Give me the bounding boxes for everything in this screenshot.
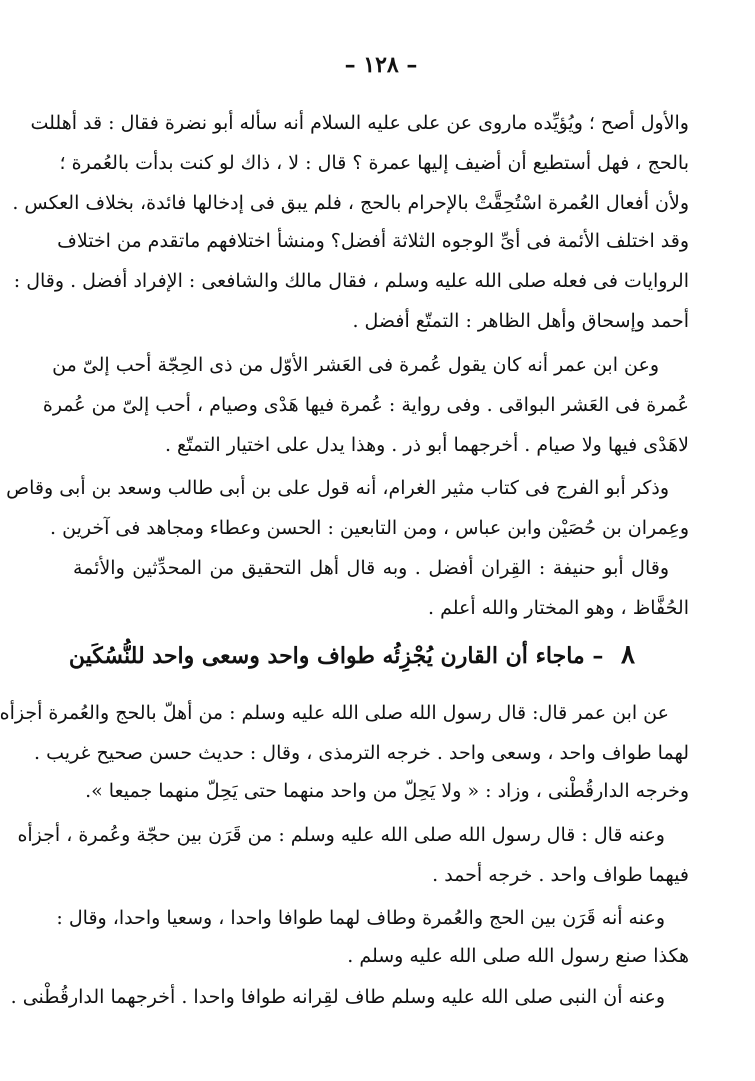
text-line: ولأن أفعال العُمرة اسْتُحِقَّتْ بالإحرام بالحج ، فلم يبق فى إدخالها فائدة، بخلاف العكس .: [12, 192, 689, 214]
text-line: وقال أبو حنيفة : القِران أفضل . وبه قال أهل التحقيق من المحدِّثين والأئمة: [73, 557, 669, 579]
section-title: – ماجاء أن القارن يُجْزِئُه طواف واحد وسعى واحد للنُّسُكَين: [68, 643, 604, 669]
text-line: وعن ابن عمر أنه كان يقول عُمرة فى العَشر الأوّل من ذى الحِجّة أحب إلىّ من: [52, 354, 659, 376]
text-line: بالحج ، فهل أستطيع أن أضيف إليها عمرة ؟ قال : لا ، ذاك لو كنت بدأت بالعُمرة ؛: [59, 152, 689, 174]
text-line: عُمرة فى العَشر البواقى . وفى رواية : عُمرة فيها هَدْى وصيام ، أحب إلىّ من عُمرة: [42, 394, 689, 416]
text-line: الحُفَّاظ ، وهو المختار والله أعلم .: [427, 597, 689, 619]
text-line: الروايات فى فعله صلى الله عليه وسلم ، فقال مالك والشافعى : الإفراد أفضل . وقال :: [13, 270, 689, 292]
text-line: وعِمران بن حُصَيْن وابن عباس ، ومن التابعين : الحسن وعطاء ومجاهد فى آخرين .: [50, 517, 689, 539]
text-line: وخرجه الدارقُطْنى ، وزاد : « ولا يَحِلّ من واحد منهما حتى يَحِلّ منهما جميعا ».: [85, 780, 689, 802]
text-line: وعنه أن النبى صلى الله عليه وسلم طاف لقِرانه طوافا واحدا . أخرجهما الدارقُطْنى .: [10, 986, 665, 1008]
text-line: وعنه أنه قَرَن بين الحج والعُمرة وطاف لهما طوافا واحدا ، وسعيا واحدا، وقال :: [56, 907, 665, 929]
text-line: وذكر أبو الفرج فى كتاب مثير الغرام، أنه قول على بن أبى طالب وسعد بن أبى وقاص: [6, 477, 669, 499]
section-heading: [68, 640, 635, 671]
text-line: فيهما طواف واحد . خرجه أحمد .: [432, 864, 689, 886]
text-line: وعنه قال : قال رسول الله صلى الله عليه وسلم : من قَرَن بين حجّة وعُمرة ، أجزأه: [17, 824, 665, 846]
text-line: لاهَدْى فيها ولا صيام . أخرجهما أبو ذر . وهذا يدل على اختيار التمتّع .: [164, 434, 689, 456]
section-number: ٨: [621, 640, 635, 670]
text-line: أحمد وإسحاق وأهل الظاهر : التمتّع أفضل .: [352, 310, 689, 332]
text-line: والأول أصح ؛ ويُؤيِّده ماروى عن على عليه السلام أنه سأله أبو نضرة فقال : قد أهللت: [30, 112, 689, 134]
page-number: – ١٢٨ –: [344, 52, 418, 78]
text-line: وقد اختلف الأئمة فى أىِّ الوجوه الثلاثة أفضل؟ ومنشأ اختلافهم ماتقدم من اختلاف: [57, 230, 689, 252]
text-line: لهما طواف واحد ، وسعى واحد . خرجه الترمذى ، وقال : حديث حسن صحيح غريب .: [34, 742, 689, 764]
text-line: عن ابن عمر قال: قال رسول الله صلى الله عليه وسلم : من أهلّ بالحج والعُمرة أجزأه: [0, 702, 669, 724]
text-line: هكذا صنع رسول الله صلى الله عليه وسلم .: [347, 945, 689, 967]
